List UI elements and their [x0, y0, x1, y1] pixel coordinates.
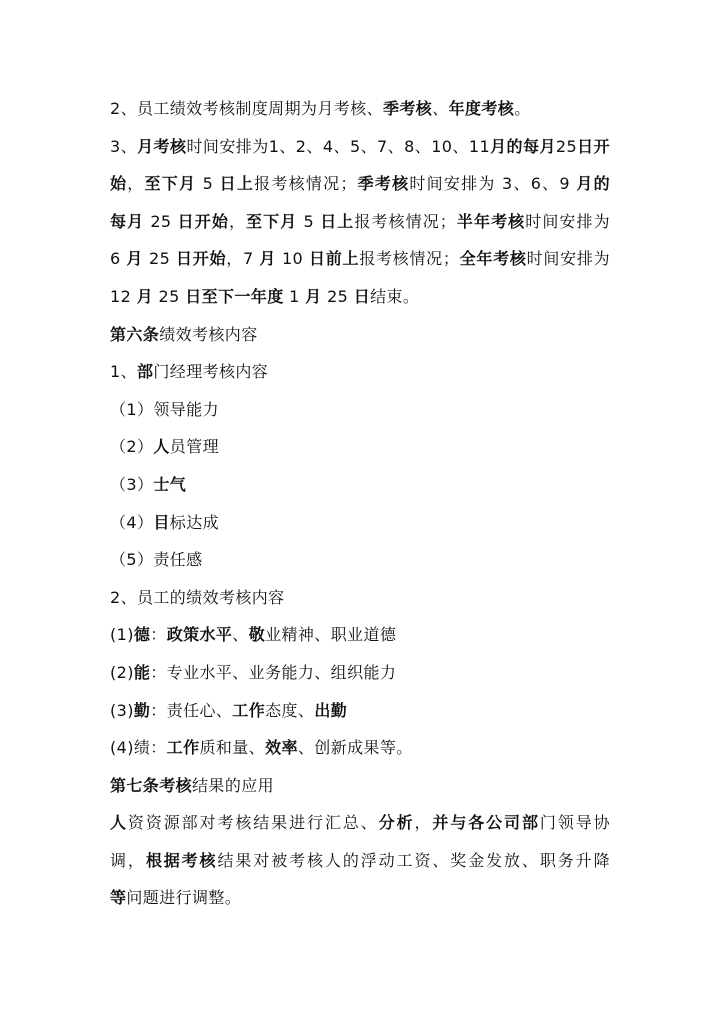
text-run: 士气 [153, 474, 187, 494]
text-run: （1）领导能力 [110, 399, 219, 419]
text-run: 5 [196, 174, 220, 194]
text-run: 时间安排为 [525, 211, 610, 231]
text-run: 业精神、职业道德 [265, 625, 397, 645]
text-run: 并与各公司部 [432, 813, 540, 833]
text-run: ， [228, 211, 247, 231]
paragraph-8-line-0 [110, 541, 610, 579]
text-run: 绩效考核内容 [159, 324, 258, 344]
text-run: 月考核 [137, 136, 187, 156]
paragraph-1-line-4 [110, 278, 610, 316]
text-run: 时间安排为 3、6、9 [409, 174, 577, 194]
text-run: 25 [321, 286, 354, 306]
document-body [110, 90, 610, 917]
paragraph-15-line-1 [110, 842, 610, 880]
text-run: 日开始 [177, 211, 229, 231]
paragraph-10-line-0 [110, 616, 610, 654]
text-run: 报考核情况； [254, 174, 357, 194]
paragraph-9-line-0 [110, 579, 610, 617]
text-run: 报考核情况； [354, 211, 457, 231]
text-run: （3） [110, 474, 154, 494]
text-run: 12 [110, 286, 137, 306]
text-run: 始 [110, 174, 128, 194]
paragraph-14-line-0 [110, 767, 610, 805]
text-run: 勤 [133, 700, 151, 720]
text-run: ：责任心、 [150, 700, 233, 720]
text-run: 政策水平 [166, 625, 233, 645]
text-run: 时间安排为1、2、4、5、7、8、10、11 [186, 136, 491, 156]
text-run: 报考核情况； [359, 249, 460, 269]
text-run: 。 [514, 99, 531, 118]
text-run: 能 [133, 662, 151, 682]
text-run: 调， [110, 850, 146, 870]
text-run: 门经理考核内容 [153, 362, 269, 382]
text-run: 第六条 [110, 324, 160, 344]
text-run: 人 [153, 437, 170, 457]
text-run: 、创新成果等。 [297, 738, 413, 758]
text-run: 半年考核 [456, 211, 526, 231]
text-run: （2） [110, 437, 154, 457]
text-run: 员管理 [169, 437, 219, 457]
text-run: 5 [297, 211, 321, 231]
text-run: 质和量、 [199, 738, 266, 758]
text-run: 至下月 [144, 174, 197, 194]
text-run: 敬 [248, 625, 266, 645]
paragraph-13-line-0 [110, 729, 610, 767]
text-run: 日前上 [308, 249, 360, 269]
text-run: ：专业水平、业务能力、组织能力 [150, 662, 397, 682]
text-run: 部 [136, 362, 154, 382]
text-run: ， [127, 174, 145, 194]
text-run: (4)绩： [110, 738, 167, 758]
text-run: (2) [110, 662, 134, 682]
text-run: 结果的应用 [192, 775, 275, 795]
text-run: 季考核 [356, 174, 410, 194]
text-run: 1、 [110, 362, 137, 382]
text-run: （5）责任感 [110, 550, 203, 570]
text-run: 资资源部对考核结果进行汇总、 [127, 813, 379, 833]
paragraph-5-line-0 [110, 428, 610, 466]
text-run: 日至下一年度 [185, 286, 284, 306]
text-run: 目 [153, 512, 170, 532]
paragraph-3-line-0 [110, 353, 610, 391]
text-run: 分析 [378, 813, 415, 833]
text-run: 1 [283, 286, 306, 306]
text-run: 日上 [320, 211, 355, 231]
text-run: 25 [143, 249, 176, 269]
text-run: (1) [110, 625, 134, 645]
text-run: 结果对被考核人的浮动工资、奖金发放、职务升降 [217, 850, 610, 870]
text-run: 工作 [166, 738, 200, 758]
paragraph-1-line-1 [110, 165, 610, 203]
text-run: 月 [259, 249, 277, 269]
text-run: 月的 [576, 174, 610, 194]
text-run: 等 [110, 888, 127, 908]
text-run: 、 [432, 99, 449, 118]
paragraph-4-line-0 [110, 391, 610, 429]
paragraph-0-line-0 [110, 90, 610, 128]
text-run: 时间安排为 [526, 249, 611, 269]
text-run: 每月 [110, 211, 145, 231]
text-run: 25 [555, 136, 578, 156]
text-run: 效率 [265, 738, 298, 758]
text-run: 第七条考核 [110, 775, 193, 795]
text-run: 季考核 [382, 99, 433, 118]
text-run: 25 [153, 286, 186, 306]
text-run: ，7 [226, 249, 260, 269]
text-run: 标达成 [169, 512, 219, 532]
text-run: 德 [133, 625, 151, 645]
text-run: 月的每月 [490, 136, 556, 156]
paragraph-12-line-0 [110, 692, 610, 730]
text-run: 月 [305, 286, 322, 306]
text-run: 日开始 [176, 249, 227, 269]
text-run: 门领导协 [539, 813, 611, 833]
text-run: 全年考核 [459, 249, 527, 269]
text-run: 态度、 [265, 700, 315, 720]
paragraph-15-line-2 [110, 879, 610, 917]
text-run: 、 [232, 625, 249, 645]
paragraph-11-line-0 [110, 654, 610, 692]
text-run: 工作 [232, 700, 266, 720]
paragraph-1-line-3 [110, 240, 610, 278]
text-run: 人 [110, 813, 128, 833]
text-run: 问题进行调整。 [126, 888, 242, 908]
text-run: 至下月 [246, 211, 298, 231]
paragraph-6-line-0 [110, 466, 610, 504]
paragraph-1-line-0 [110, 128, 610, 166]
text-run: ： [150, 625, 167, 645]
text-run: 日 [353, 286, 371, 306]
text-run: 结束。 [370, 286, 420, 306]
text-run: 10 [276, 249, 309, 269]
text-run: 日上 [219, 174, 255, 194]
text-run: 月 [126, 249, 144, 269]
text-run: ， [414, 813, 433, 833]
text-run: (3) [110, 700, 134, 720]
text-run: 2、员工绩效考核制度周期为月考核、 [110, 99, 383, 118]
paragraph-7-line-0 [110, 504, 610, 542]
text-run: 25 [144, 211, 178, 231]
text-run: 月 [136, 286, 154, 306]
paragraph-15-line-0 [110, 804, 610, 842]
text-run: （4） [110, 512, 154, 532]
text-run: 日开 [577, 136, 610, 156]
paragraph-1-line-2 [110, 203, 610, 241]
text-run: 3、 [110, 136, 138, 156]
text-run: 根据考核 [145, 850, 218, 870]
text-run: 年度考核 [448, 99, 515, 118]
paragraph-2-line-0 [110, 316, 610, 354]
text-run: 6 [110, 249, 127, 269]
text-run: 出勤 [314, 700, 348, 720]
text-run: 2、员工的绩效考核内容 [110, 587, 285, 607]
